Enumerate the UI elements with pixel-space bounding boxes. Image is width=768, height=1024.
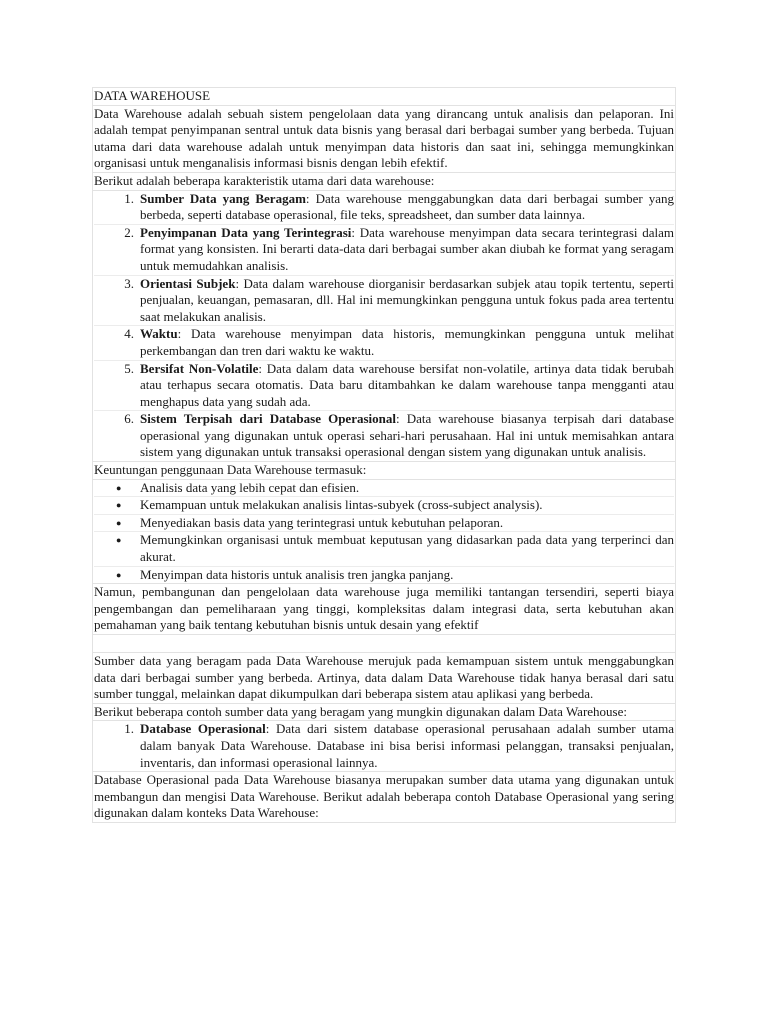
intro-block (92, 105, 676, 173)
challenges-paragraph: Namun, pembangunan dan pengelolaan data warehouse juga memiliki tantangan tersendiri, seperti biaya pengembangan dan pemeliharaan yang tinggi, kompleksitas dalam integrasi data, serta kebutuhan akan pemahaman yang baik tentang kebutuhan bisnis untuk desain yang efektif (94, 584, 674, 633)
list-item (94, 326, 674, 360)
list-text: Menyimpan data historis untuk analisis tren jangka panjang. (140, 566, 454, 582)
benefits-intro-block (92, 461, 676, 480)
characteristics-intro-block (92, 172, 676, 191)
sources-list (94, 721, 674, 771)
bullet-icon: ● (116, 500, 122, 511)
sources-examples-intro: Berikut beberapa contoh sumber data yang beragam yang mungkin digunakan dalam Data Warehouse: (94, 703, 627, 719)
operational-db-paragraph: Database Operasional pada Data Warehouse biasanya merupakan sumber data utama yang digunakan untuk membangun dan mengisi Data Warehouse. Berikut adalah beberapa contoh Database Operasional yang sering digunakan dalam konteks Data Warehouse: (94, 772, 674, 821)
challenges-block (92, 583, 676, 635)
list-term: Orientasi Subjek (140, 275, 236, 291)
list-text: Memungkinkan organisasi untuk membuat keputusan yang didasarkan pada data yang terperinci dan akurat. (140, 532, 674, 565)
list-desc: : Data dari sistem database operasional perusahaan adalah sumber utama dalam banyak Data Warehouse. Database ini bisa berisi informasi pelanggan, transaksi penjualan, inventaris, dan informasi operasional lainnya. (140, 721, 675, 770)
characteristics-list (94, 191, 674, 462)
benefits-list-block (92, 479, 676, 585)
list-desc: : Data warehouse menggabungkan data dari berbagai sumber yang berbeda, seperti database operasional, file teks, spreadsheet, dan sumber data lainnya. (140, 190, 674, 223)
list-item (94, 480, 674, 498)
benefits-intro: Keuntungan penggunaan Data Warehouse termasuk: (94, 462, 367, 478)
list-item (94, 411, 674, 461)
list-number: 3. (124, 275, 134, 291)
list-item (94, 532, 674, 566)
list-text: Menyediakan basis data yang terintegrasi untuk kebutuhan pelaporan. (140, 514, 504, 530)
document-title: DATA WAREHOUSE (94, 88, 211, 103)
characteristics-intro: Berikut adalah beberapa karakteristik utama dari data warehouse: (94, 172, 435, 188)
list-item (94, 567, 674, 584)
sources-intro-paragraph: Sumber data yang beragam pada Data Warehouse merujuk pada kemampuan sistem untuk menggabungkan data dari berbagai sumber yang berbeda. Artinya, data dalam Data Warehouse tidak hanya berasal dari satu sumber tunggal, melainkan dapat dikumpulkan dari beberapa sistem atau aplikasi yang berbeda. (94, 653, 674, 702)
list-item (94, 276, 674, 327)
list-number: 1. (124, 190, 134, 206)
list-text: Analisis data yang lebih cepat dan efisien. (140, 479, 360, 495)
list-number: 6. (124, 411, 134, 427)
list-number: 2. (124, 224, 134, 240)
bullet-icon: ● (116, 569, 122, 580)
document-page (92, 87, 676, 822)
list-term: Penyimpanan Data yang Terintegrasi (140, 224, 352, 240)
list-term: Sumber Data yang Beragam (140, 190, 306, 206)
list-desc: : Data warehouse menyimpan data historis, memungkinkan pengguna untuk melihat perkembangan dan tren dari waktu ke waktu. (140, 326, 674, 358)
list-item (94, 225, 674, 276)
empty-row (92, 634, 676, 653)
bullet-icon: ● (116, 482, 122, 493)
list-number: 5. (124, 360, 134, 376)
bullet-icon: ● (116, 517, 122, 528)
list-item (94, 515, 674, 533)
sources-list-block (92, 720, 676, 772)
list-term: Bersifat Non-Volatile (140, 360, 259, 376)
list-desc: : Data warehouse menyimpan data secara terintegrasi dalam format yang konsisten. Ini berarti data-data dari berbagai sumber akan diubah ke format yang seragam untuk memudahkan analisis. (140, 224, 674, 273)
benefits-list (94, 480, 674, 584)
characteristics-list-block (92, 190, 676, 463)
operational-db-block (92, 771, 676, 823)
list-desc: : Data warehouse biasanya terpisah dari database operasional yang digunakan untuk operasi sehari-hari perusahaan. Hal ini untuk memisahkan antara sistem yang digunakan untuk transaksi operasional dengan sistem yang digunakan untuk analisis. (140, 411, 674, 460)
list-item (94, 497, 674, 515)
list-text: Kemampuan untuk melakukan analisis lintas-subyek (cross-subject analysis). (140, 497, 543, 513)
sources-intro-block (92, 652, 676, 704)
list-item (94, 361, 674, 412)
list-number: 4. (124, 326, 134, 342)
list-term: Sistem Terpisah dari Database Operasional (140, 411, 396, 427)
sources-examples-intro-block (92, 703, 676, 722)
list-desc: : Data dalam data warehouse bersifat non-volatile, artinya data tidak berubah atau terhapus secara otomatis. Data baru ditambahkan ke dalam warehouse tanpa mengganti atau menghapus data yang sudah ada. (140, 360, 674, 409)
title-block (92, 87, 676, 106)
list-number: 1. (124, 721, 134, 737)
list-item (94, 191, 674, 225)
list-term: Waktu (140, 326, 178, 342)
list-desc: : Data dalam warehouse diorganisir berdasarkan subjek atau topik tertentu, seperti penjualan, keuangan, pemasaran, dll. Hal ini memungkinkan pengguna untuk fokus pada area tertentu saat melakukan analisis. (140, 275, 674, 324)
list-item (94, 721, 674, 771)
bullet-icon: ● (116, 535, 122, 546)
list-term: Database Operasional (140, 721, 266, 737)
intro-paragraph: Data Warehouse adalah sebuah sistem pengelolaan data yang dirancang untuk analisis dan pelaporan. Ini adalah tempat penyimpanan sentral untuk data bisnis yang berasal dari berbagai sumber yang berbeda. Tujuan utama dari data warehouse adalah untuk menyimpan data historis dan saat ini, sehingga memungkinkan organisasi untuk menganalisis informasi bisnis dengan lebih efektif. (94, 105, 674, 171)
